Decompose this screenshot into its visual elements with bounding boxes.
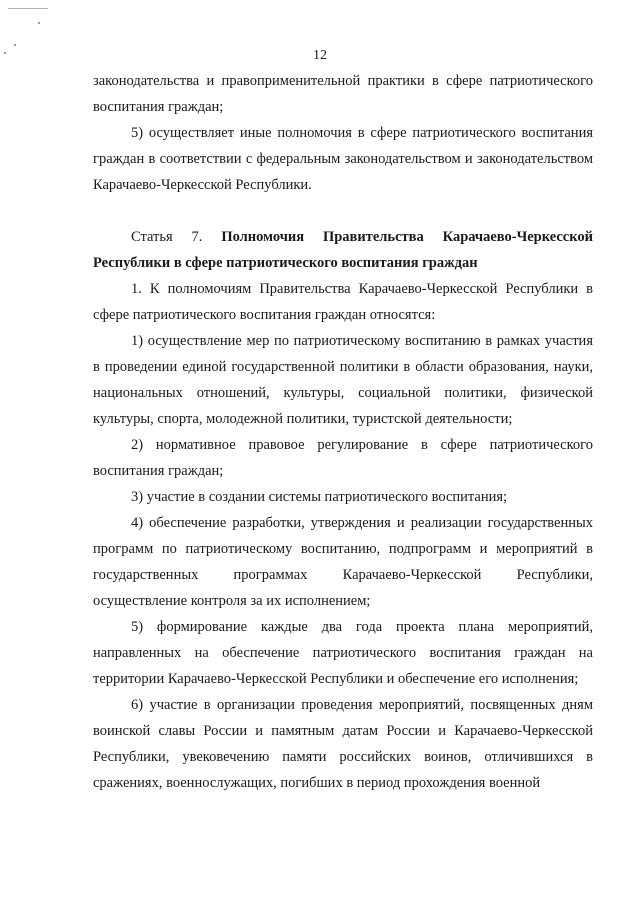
article-heading (93, 224, 593, 276)
article-intro: 1. К полномочиям Правительства Карачаево-Черкесской Республики в сфере патриотического воспитания граждан относятся: (93, 281, 593, 323)
article-item-4: 4) обеспечение разработки, утверждения и реализации государственных программ по патриотическому воспитанию, подпрограмм и мероприятий в государственных программах Карачаево-Черкесской Республики, осуществление контроля за их исполнением; (93, 515, 593, 609)
article-item-1: 1) осуществление мер по патриотическому воспитанию в рамках участия в проведении единой государственной политики в области образования, науки, национальных отношений, культуры, социальной политики, физической культуры, спорта, молодежной политики, туристской деятельности; (93, 333, 593, 427)
article-item-2: 2) нормативное правовое регулирование в сфере патриотического воспитания граждан; (93, 437, 593, 479)
scan-artifact-dot (14, 44, 16, 46)
spacer (93, 198, 593, 224)
article-item-3: 3) участие в создании системы патриотического воспитания; (131, 489, 508, 505)
scan-artifact-dot (38, 22, 40, 24)
paragraph-item-5: 5) осуществляет иные полномочия в сфере патриотического воспитания граждан в соответствии с федеральным законодательством и законодательством Карачаево-Черкесской Республики. (93, 125, 593, 193)
article-prefix: Статья 7. (131, 229, 203, 245)
page-number: 12 (313, 48, 327, 63)
article-title: Полномочия Правительства Карачаево-Черкесской Республики в сфере патриотического воспитания граждан (93, 229, 593, 271)
scan-artifact-line (8, 8, 48, 9)
article-item-5: 5) формирование каждые два года проекта плана мероприятий, направленных на обеспечение патриотического воспитания граждан на территории Карачаево-Черкесской Республики и обеспечение его исполнения; (93, 619, 593, 687)
paragraph-continuation: законодательства и правоприменительной практики в сфере патриотического воспитания граждан; (93, 73, 593, 115)
article-item-6: 6) участие в организации проведения мероприятий, посвященных дням воинской славы России и памятным датам России и Карачаево-Черкесской Республики, увековечению памяти российских воинов, отличившихся в сражениях, военнослужащих, погибших в период прохождения военной (93, 697, 593, 791)
document-body (93, 68, 593, 796)
